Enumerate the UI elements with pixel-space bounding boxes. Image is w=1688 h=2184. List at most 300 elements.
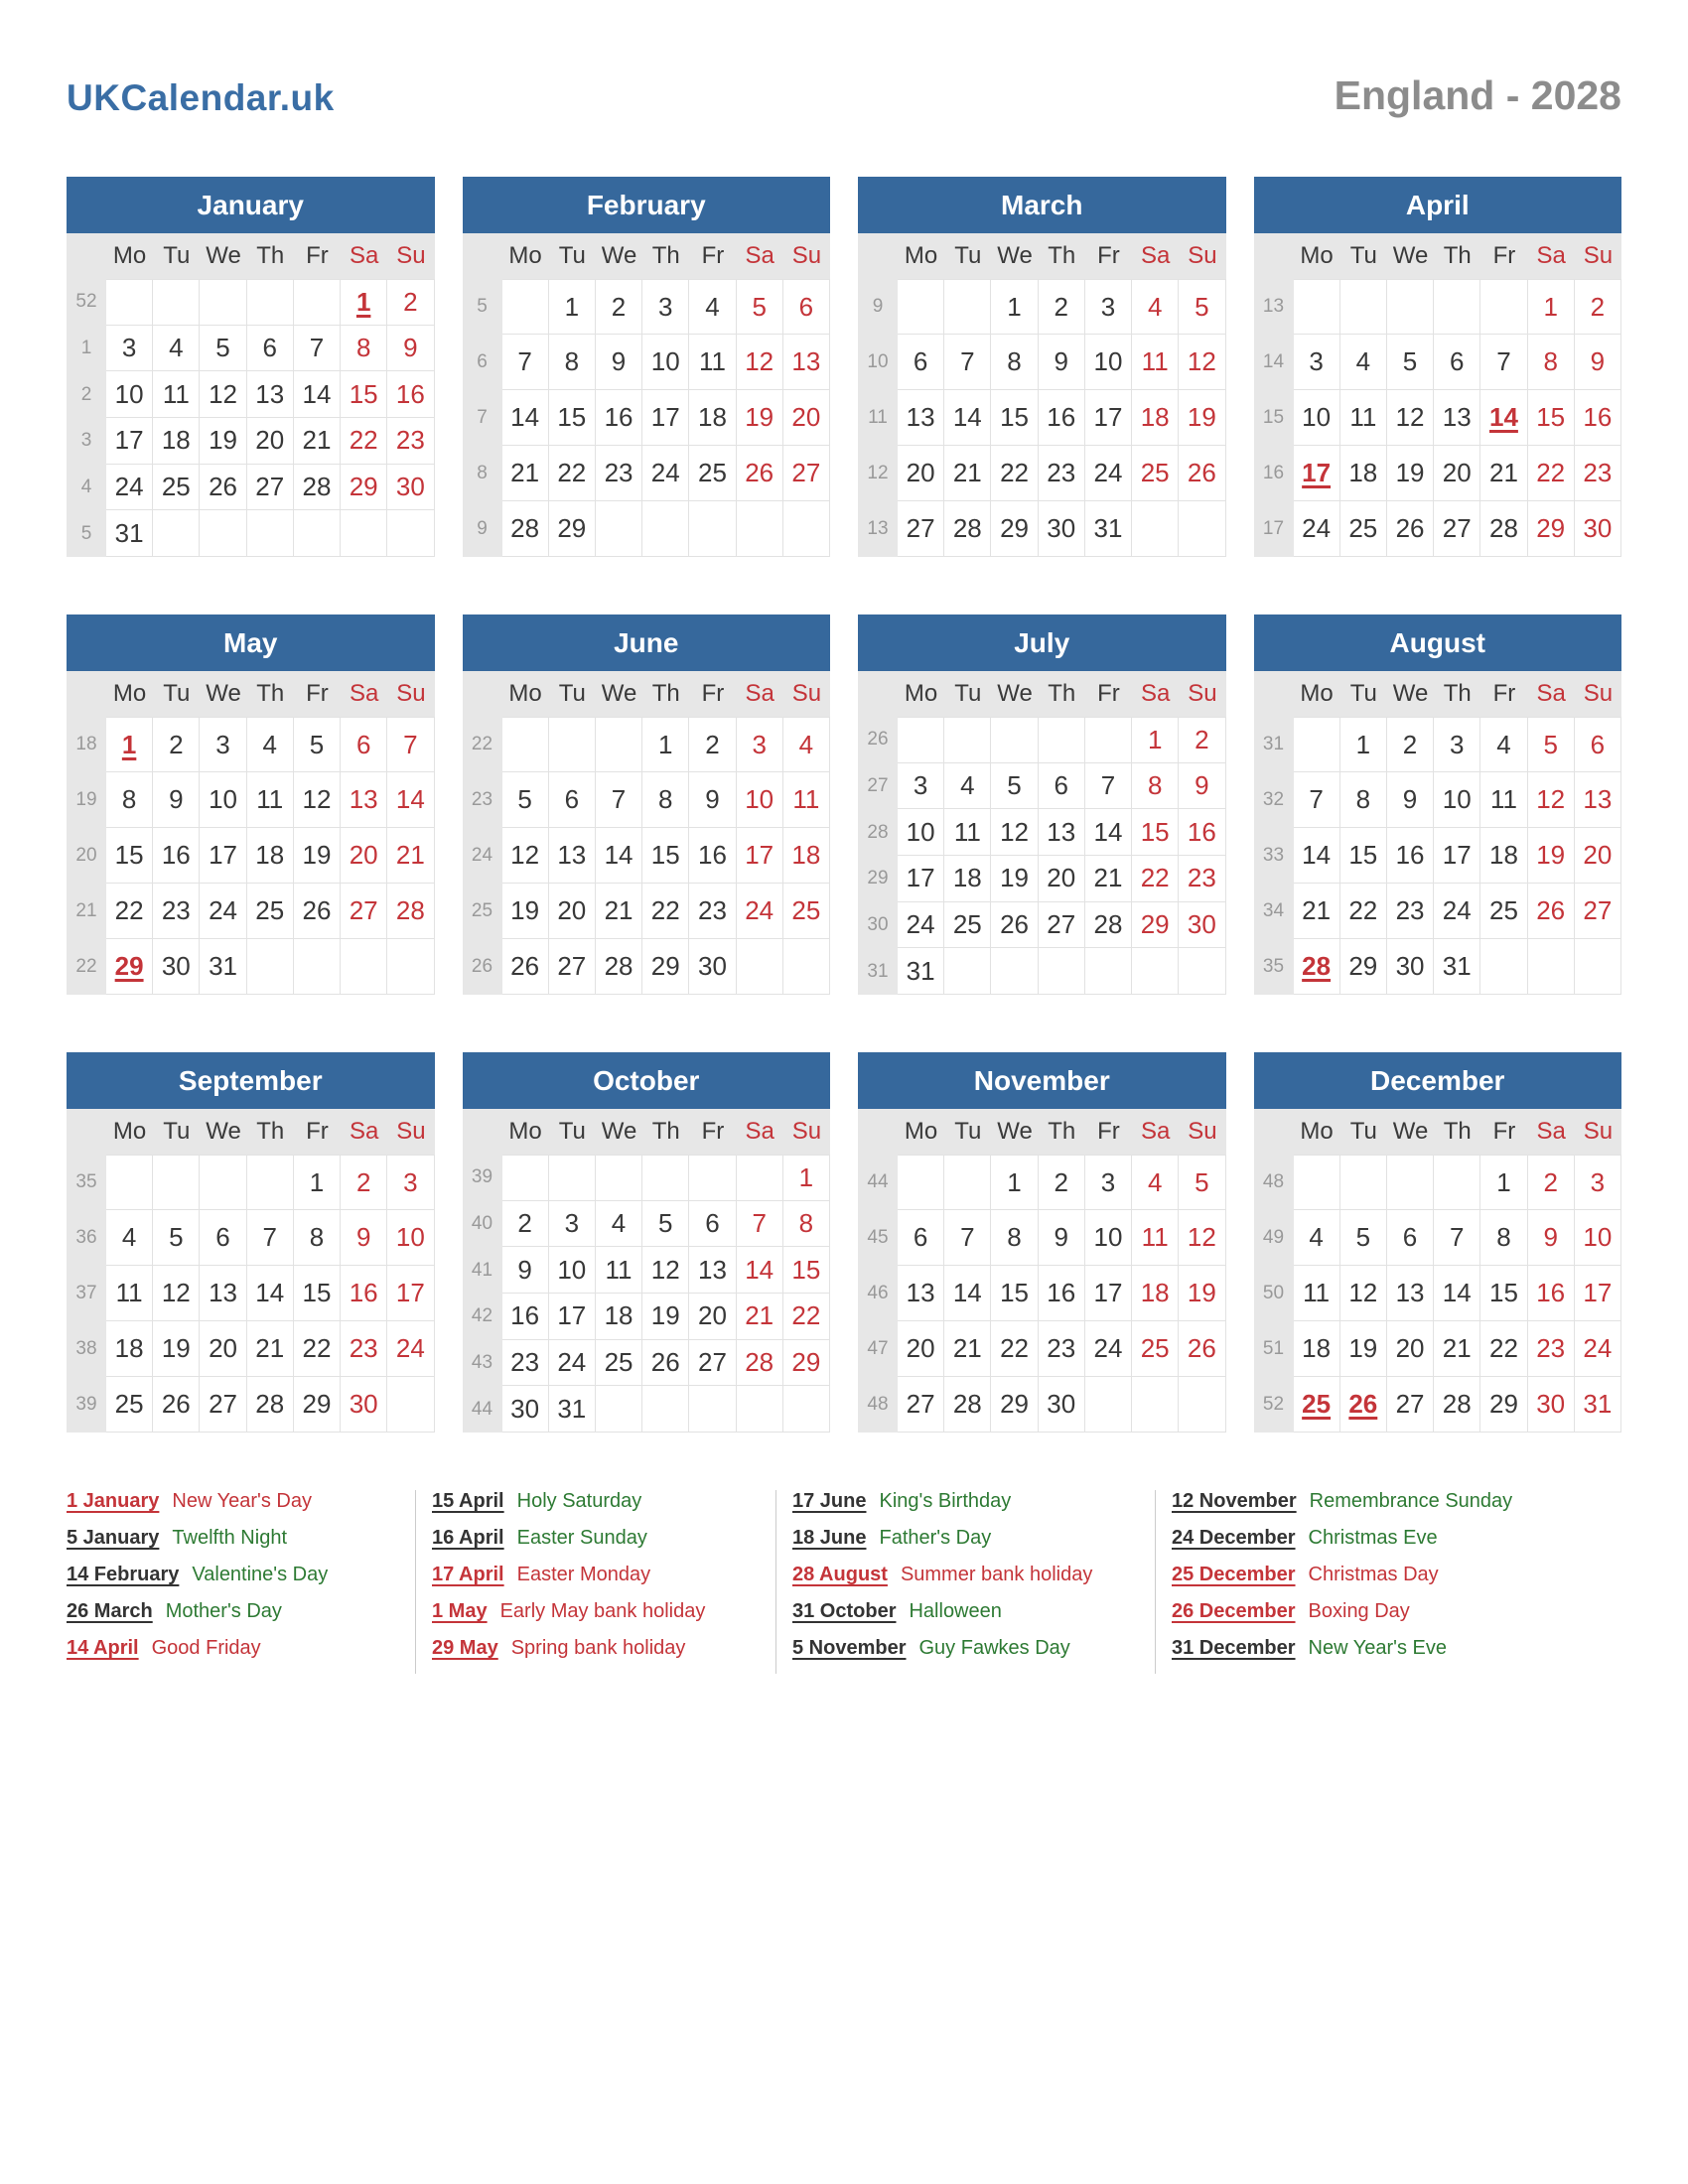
week-row	[463, 828, 831, 884]
week-row	[67, 418, 435, 465]
day-cell: 6	[783, 279, 830, 335]
day-cell: 24	[737, 884, 783, 939]
day-cell: 11	[783, 772, 830, 828]
day-cell: 8	[341, 326, 387, 372]
day-cell	[737, 1386, 783, 1433]
week-number: 25	[463, 884, 502, 939]
weekday-header: Th	[256, 242, 285, 269]
month-september	[67, 1052, 435, 1433]
holiday-date-link[interactable]: 1 May	[432, 1600, 488, 1622]
holiday-name: Christmas Eve	[1308, 1527, 1438, 1549]
day-cell: 11	[1480, 772, 1527, 828]
weekday-header-row	[463, 1109, 831, 1155]
day-cell: 30	[153, 939, 200, 995]
day-cell: 2	[689, 717, 736, 772]
day-cell: 28	[387, 884, 434, 939]
day-cell: 4	[1132, 279, 1179, 335]
day-cell: 24	[1434, 884, 1480, 939]
day-cell	[944, 279, 991, 335]
day-cell: 11	[596, 1247, 642, 1294]
day-cell: 5	[991, 763, 1038, 810]
weekday-header: Su	[396, 1118, 426, 1145]
day-cell	[1132, 1377, 1179, 1433]
day-cell: 2	[1039, 1155, 1085, 1210]
day-cell: 6	[200, 1210, 246, 1266]
day-cell: 22	[642, 884, 689, 939]
day-cell: 7	[596, 772, 642, 828]
holiday-item	[432, 1637, 768, 1660]
day-cell: 5	[153, 1210, 200, 1266]
weekday-header-row	[1254, 233, 1622, 279]
day-cell: 24	[1575, 1321, 1621, 1377]
weekday-header: Mo	[508, 1118, 542, 1145]
day-cell: 25	[944, 902, 991, 949]
week-number: 13	[858, 501, 898, 557]
week-row	[858, 279, 1226, 335]
holiday-date-link[interactable]: 12 November	[1172, 1490, 1297, 1512]
day-cell: 17	[106, 418, 153, 465]
day-cell: 28	[1480, 501, 1527, 557]
weekday-header: Th	[1443, 242, 1472, 269]
holiday-name: Early May bank holiday	[499, 1600, 706, 1622]
holiday-item	[1172, 1527, 1614, 1550]
holiday-day-cell[interactable]: 29	[106, 939, 153, 995]
weekday-header: Mo	[112, 1118, 147, 1145]
holiday-day-cell[interactable]: 26	[1340, 1377, 1387, 1433]
week-number: 29	[858, 856, 898, 902]
holiday-item	[1172, 1600, 1614, 1623]
day-cell: 22	[991, 1321, 1038, 1377]
week-row	[1254, 939, 1622, 995]
day-cell	[1434, 279, 1480, 335]
month-title: January	[67, 177, 435, 233]
day-cell: 3	[200, 717, 246, 772]
day-cell: 12	[1340, 1266, 1387, 1321]
week-row	[463, 1201, 831, 1248]
day-cell: 25	[689, 446, 736, 501]
holiday-name: King's Birthday	[879, 1490, 1012, 1512]
day-cell	[944, 717, 991, 763]
day-cell: 15	[1340, 828, 1387, 884]
day-cell: 12	[200, 371, 246, 418]
holiday-day-cell[interactable]: 17	[1294, 446, 1340, 501]
holiday-name: New Year's Eve	[1308, 1637, 1447, 1659]
week-row	[463, 1294, 831, 1340]
day-cell: 19	[200, 418, 246, 465]
day-cell: 11	[1340, 390, 1387, 446]
day-cell	[1179, 948, 1225, 995]
day-cell: 23	[689, 884, 736, 939]
week-row	[858, 1155, 1226, 1210]
day-cell: 4	[247, 717, 294, 772]
day-cell: 10	[200, 772, 246, 828]
weekday-header: Mo	[112, 242, 147, 269]
day-cell: 29	[642, 939, 689, 995]
week-number: 26	[463, 939, 502, 995]
holiday-date-link[interactable]: 26 December	[1172, 1600, 1296, 1622]
day-cell: 15	[341, 371, 387, 418]
day-cell: 17	[1434, 828, 1480, 884]
day-cell: 7	[1434, 1210, 1480, 1266]
week-number-column-header	[67, 1109, 106, 1155]
site-logo[interactable]: UKCalendar.uk	[67, 77, 335, 118]
holiday-date-link[interactable]: 29 May	[432, 1637, 498, 1659]
day-cell: 23	[596, 446, 642, 501]
holiday-item	[67, 1527, 407, 1550]
weekday-header: We	[601, 680, 637, 707]
day-cell: 29	[1340, 939, 1387, 995]
day-cell: 2	[341, 1155, 387, 1210]
holiday-item	[792, 1637, 1147, 1660]
week-number: 30	[858, 902, 898, 949]
holiday-item	[1172, 1564, 1614, 1586]
day-cell: 13	[898, 390, 944, 446]
holiday-date-link[interactable]: 14 April	[67, 1637, 139, 1659]
day-cell	[1480, 939, 1527, 995]
holiday-item	[792, 1527, 1147, 1550]
month-april	[1254, 177, 1622, 557]
week-number: 14	[1254, 335, 1294, 390]
month-weeks	[1254, 279, 1622, 557]
day-cell: 2	[1039, 279, 1085, 335]
day-cell: 1	[1340, 717, 1387, 772]
holiday-date-link[interactable]: 25 December	[1172, 1564, 1296, 1585]
week-row	[463, 1155, 831, 1201]
week-number: 48	[858, 1377, 898, 1433]
month-march	[858, 177, 1226, 557]
week-number-column-header	[1254, 1109, 1294, 1155]
day-cell: 29	[1528, 501, 1575, 557]
weekday-header: We	[1392, 1118, 1429, 1145]
day-cell: 29	[991, 501, 1038, 557]
day-cell: 3	[642, 279, 689, 335]
day-cell: 16	[596, 390, 642, 446]
day-cell: 9	[596, 335, 642, 390]
day-cell	[1340, 1155, 1387, 1210]
week-number: 22	[67, 939, 106, 995]
week-number: 8	[463, 446, 502, 501]
day-cell	[1039, 948, 1085, 995]
holiday-date-link[interactable]: 18 June	[792, 1527, 867, 1549]
day-cell	[294, 279, 341, 326]
day-cell: 29	[549, 501, 596, 557]
holiday-day-cell[interactable]: 14	[1480, 390, 1527, 446]
weekday-header: Sa	[745, 1118, 774, 1145]
holiday-date-link[interactable]: 5 November	[792, 1637, 907, 1659]
weekday-header: Th	[651, 242, 680, 269]
week-number: 52	[1254, 1377, 1294, 1433]
day-cell: 17	[549, 1294, 596, 1340]
weekday-header: Fr	[306, 1118, 329, 1145]
day-cell: 3	[549, 1201, 596, 1248]
day-cell: 19	[1179, 1266, 1225, 1321]
day-cell: 10	[106, 371, 153, 418]
day-cell	[106, 1155, 153, 1210]
day-cell: 3	[1085, 1155, 1132, 1210]
week-number: 15	[1254, 390, 1294, 446]
day-cell: 6	[1387, 1210, 1434, 1266]
day-cell: 13	[1575, 772, 1621, 828]
day-cell: 31	[1575, 1377, 1621, 1433]
week-row	[463, 501, 831, 557]
day-cell: 30	[1179, 902, 1225, 949]
week-number: 4	[67, 465, 106, 511]
holiday-item	[792, 1600, 1147, 1623]
week-number: 51	[1254, 1321, 1294, 1377]
day-cell: 28	[944, 1377, 991, 1433]
month-weeks	[463, 279, 831, 557]
holiday-date-link[interactable]: 17 April	[432, 1564, 504, 1585]
holiday-item	[432, 1527, 768, 1550]
day-cell: 23	[153, 884, 200, 939]
weekday-header: Th	[1443, 1118, 1472, 1145]
week-number: 16	[1254, 446, 1294, 501]
day-cell: 20	[783, 390, 830, 446]
day-cell: 19	[737, 390, 783, 446]
weekday-header: Mo	[1300, 680, 1334, 707]
weekday-header: Mo	[1300, 1118, 1334, 1145]
day-cell: 6	[549, 772, 596, 828]
holiday-column-2	[415, 1490, 775, 1674]
day-cell: 25	[106, 1377, 153, 1433]
holiday-day-cell[interactable]: 1	[341, 279, 387, 326]
week-number-column-header	[1254, 671, 1294, 717]
day-cell	[596, 717, 642, 772]
holiday-date-link[interactable]: 17 June	[792, 1490, 867, 1512]
day-cell: 22	[549, 446, 596, 501]
day-cell: 25	[596, 1340, 642, 1387]
week-row	[858, 501, 1226, 557]
day-cell	[783, 1386, 830, 1433]
weekday-header: Sa	[1140, 242, 1171, 269]
week-row	[858, 446, 1226, 501]
weekday-header: Tu	[954, 1118, 982, 1145]
holiday-date-link[interactable]: 31 October	[792, 1600, 897, 1622]
day-cell: 13	[689, 1247, 736, 1294]
weekday-header: Sa	[1536, 680, 1566, 707]
day-cell: 28	[944, 501, 991, 557]
day-cell: 13	[549, 828, 596, 884]
week-number: 23	[463, 772, 502, 828]
week-row	[67, 1155, 435, 1210]
day-cell	[1132, 501, 1179, 557]
holiday-date-link[interactable]: 28 August	[792, 1564, 888, 1585]
day-cell: 25	[1480, 884, 1527, 939]
holiday-date-link[interactable]: 5 January	[67, 1527, 160, 1549]
holiday-date-link[interactable]: 24 December	[1172, 1527, 1296, 1549]
week-row	[1254, 335, 1622, 390]
day-cell: 12	[294, 772, 341, 828]
day-cell	[944, 1155, 991, 1210]
day-cell: 7	[944, 335, 991, 390]
weekday-header: We	[206, 680, 241, 707]
weekday-header: Th	[1048, 242, 1076, 269]
weekday-header: Sa	[745, 242, 774, 269]
weekday-header-row	[1254, 671, 1622, 717]
weekday-header: Fr	[701, 680, 725, 707]
holiday-name: Boxing Day	[1308, 1600, 1410, 1622]
weekday-header: Fr	[1097, 680, 1120, 707]
week-row	[67, 371, 435, 418]
day-cell: 10	[387, 1210, 434, 1266]
week-row	[1254, 1210, 1622, 1266]
day-cell: 10	[1085, 1210, 1132, 1266]
day-cell: 5	[294, 717, 341, 772]
day-cell: 17	[642, 390, 689, 446]
holiday-column-4	[1155, 1490, 1621, 1674]
day-cell: 8	[1528, 335, 1575, 390]
day-cell: 6	[1039, 763, 1085, 810]
day-cell: 24	[1294, 501, 1340, 557]
day-cell: 14	[294, 371, 341, 418]
week-number: 37	[67, 1266, 106, 1321]
day-cell: 29	[1132, 902, 1179, 949]
week-number: 35	[67, 1155, 106, 1210]
holiday-item	[67, 1600, 407, 1623]
weekday-header: Fr	[306, 242, 329, 269]
week-number: 41	[463, 1247, 502, 1294]
day-cell: 29	[341, 465, 387, 511]
week-row	[463, 1340, 831, 1387]
day-cell: 28	[247, 1377, 294, 1433]
day-cell: 21	[247, 1321, 294, 1377]
holiday-date-link[interactable]: 26 March	[67, 1600, 153, 1622]
week-row	[67, 717, 435, 772]
month-title: August	[1254, 614, 1622, 671]
week-number: 5	[67, 510, 106, 557]
week-row	[67, 1266, 435, 1321]
day-cell: 23	[387, 418, 434, 465]
day-cell: 26	[1179, 446, 1225, 501]
day-cell: 1	[294, 1155, 341, 1210]
weekday-header: Th	[1443, 680, 1472, 707]
day-cell: 14	[387, 772, 434, 828]
day-cell: 13	[247, 371, 294, 418]
day-cell	[247, 1155, 294, 1210]
weekday-header: Su	[791, 680, 822, 707]
week-row	[1254, 279, 1622, 335]
day-cell: 5	[200, 326, 246, 372]
week-row	[858, 856, 1226, 902]
month-title: December	[1254, 1052, 1622, 1109]
day-cell: 25	[783, 884, 830, 939]
weekday-header: Su	[1583, 242, 1614, 269]
weekday-header: Fr	[1492, 242, 1516, 269]
weekday-header: Th	[651, 1118, 680, 1145]
weekday-header: Sa	[349, 1118, 379, 1145]
week-number: 50	[1254, 1266, 1294, 1321]
day-cell: 11	[1294, 1266, 1340, 1321]
week-number-column-header	[858, 1109, 898, 1155]
day-cell: 26	[737, 446, 783, 501]
holiday-name: Guy Fawkes Day	[918, 1637, 1070, 1659]
day-cell: 22	[1132, 856, 1179, 902]
week-row	[1254, 828, 1622, 884]
day-cell	[502, 279, 549, 335]
week-number: 33	[1254, 828, 1294, 884]
day-cell: 3	[1085, 279, 1132, 335]
day-cell: 10	[898, 809, 944, 856]
weekday-header: Mo	[1300, 242, 1334, 269]
weekday-header: Th	[256, 680, 285, 707]
weekday-header: Th	[256, 1118, 285, 1145]
holiday-item	[432, 1564, 768, 1586]
week-row	[1254, 1321, 1622, 1377]
day-cell: 12	[1387, 390, 1434, 446]
day-cell	[1575, 939, 1621, 995]
weekday-header: Su	[1583, 680, 1614, 707]
day-cell: 22	[1480, 1321, 1527, 1377]
day-cell: 13	[341, 772, 387, 828]
holiday-date-link[interactable]: 31 December	[1172, 1637, 1296, 1659]
day-cell: 16	[1039, 390, 1085, 446]
week-number: 2	[67, 371, 106, 418]
week-number: 13	[1254, 279, 1294, 335]
day-cell: 19	[991, 856, 1038, 902]
day-cell: 12	[737, 335, 783, 390]
week-row	[858, 717, 1226, 763]
day-cell	[783, 501, 830, 557]
day-cell: 18	[1294, 1321, 1340, 1377]
day-cell: 28	[294, 465, 341, 511]
day-cell: 17	[200, 828, 246, 884]
day-cell: 16	[1387, 828, 1434, 884]
holiday-date-link[interactable]: 16 April	[432, 1527, 504, 1549]
week-row	[67, 510, 435, 557]
weekday-header: Tu	[558, 242, 586, 269]
holiday-date-link[interactable]: 15 April	[432, 1490, 504, 1512]
day-cell: 13	[1387, 1266, 1434, 1321]
day-cell: 3	[1294, 335, 1340, 390]
day-cell: 16	[502, 1294, 549, 1340]
holiday-day-cell[interactable]: 1	[106, 717, 153, 772]
day-cell: 17	[1085, 1266, 1132, 1321]
day-cell: 1	[1480, 1155, 1527, 1210]
day-cell: 18	[1340, 446, 1387, 501]
day-cell: 22	[1528, 446, 1575, 501]
week-row	[463, 335, 831, 390]
weekday-header: Tu	[1349, 1118, 1377, 1145]
holiday-date-link[interactable]: 1 January	[67, 1490, 160, 1512]
month-title: July	[858, 614, 1226, 671]
day-cell: 4	[1340, 335, 1387, 390]
day-cell: 1	[991, 1155, 1038, 1210]
day-cell: 11	[153, 371, 200, 418]
day-cell: 18	[596, 1294, 642, 1340]
day-cell: 25	[1132, 1321, 1179, 1377]
weekday-header: We	[206, 1118, 241, 1145]
day-cell	[783, 939, 830, 995]
holiday-date-link[interactable]: 14 February	[67, 1564, 180, 1585]
day-cell: 27	[689, 1340, 736, 1387]
day-cell: 7	[737, 1201, 783, 1248]
day-cell	[247, 510, 294, 557]
day-cell: 6	[689, 1201, 736, 1248]
day-cell: 5	[1340, 1210, 1387, 1266]
day-cell: 30	[502, 1386, 549, 1433]
weekday-header: Sa	[1140, 1118, 1171, 1145]
weekday-header-row	[67, 1109, 435, 1155]
holiday-day-cell[interactable]: 28	[1294, 939, 1340, 995]
day-cell: 27	[200, 1377, 246, 1433]
day-cell	[1340, 279, 1387, 335]
holiday-day-cell[interactable]: 25	[1294, 1377, 1340, 1433]
day-cell: 2	[1179, 717, 1225, 763]
weekday-header: Tu	[1349, 680, 1377, 707]
day-cell: 16	[341, 1266, 387, 1321]
day-cell: 20	[1387, 1321, 1434, 1377]
day-cell: 4	[106, 1210, 153, 1266]
